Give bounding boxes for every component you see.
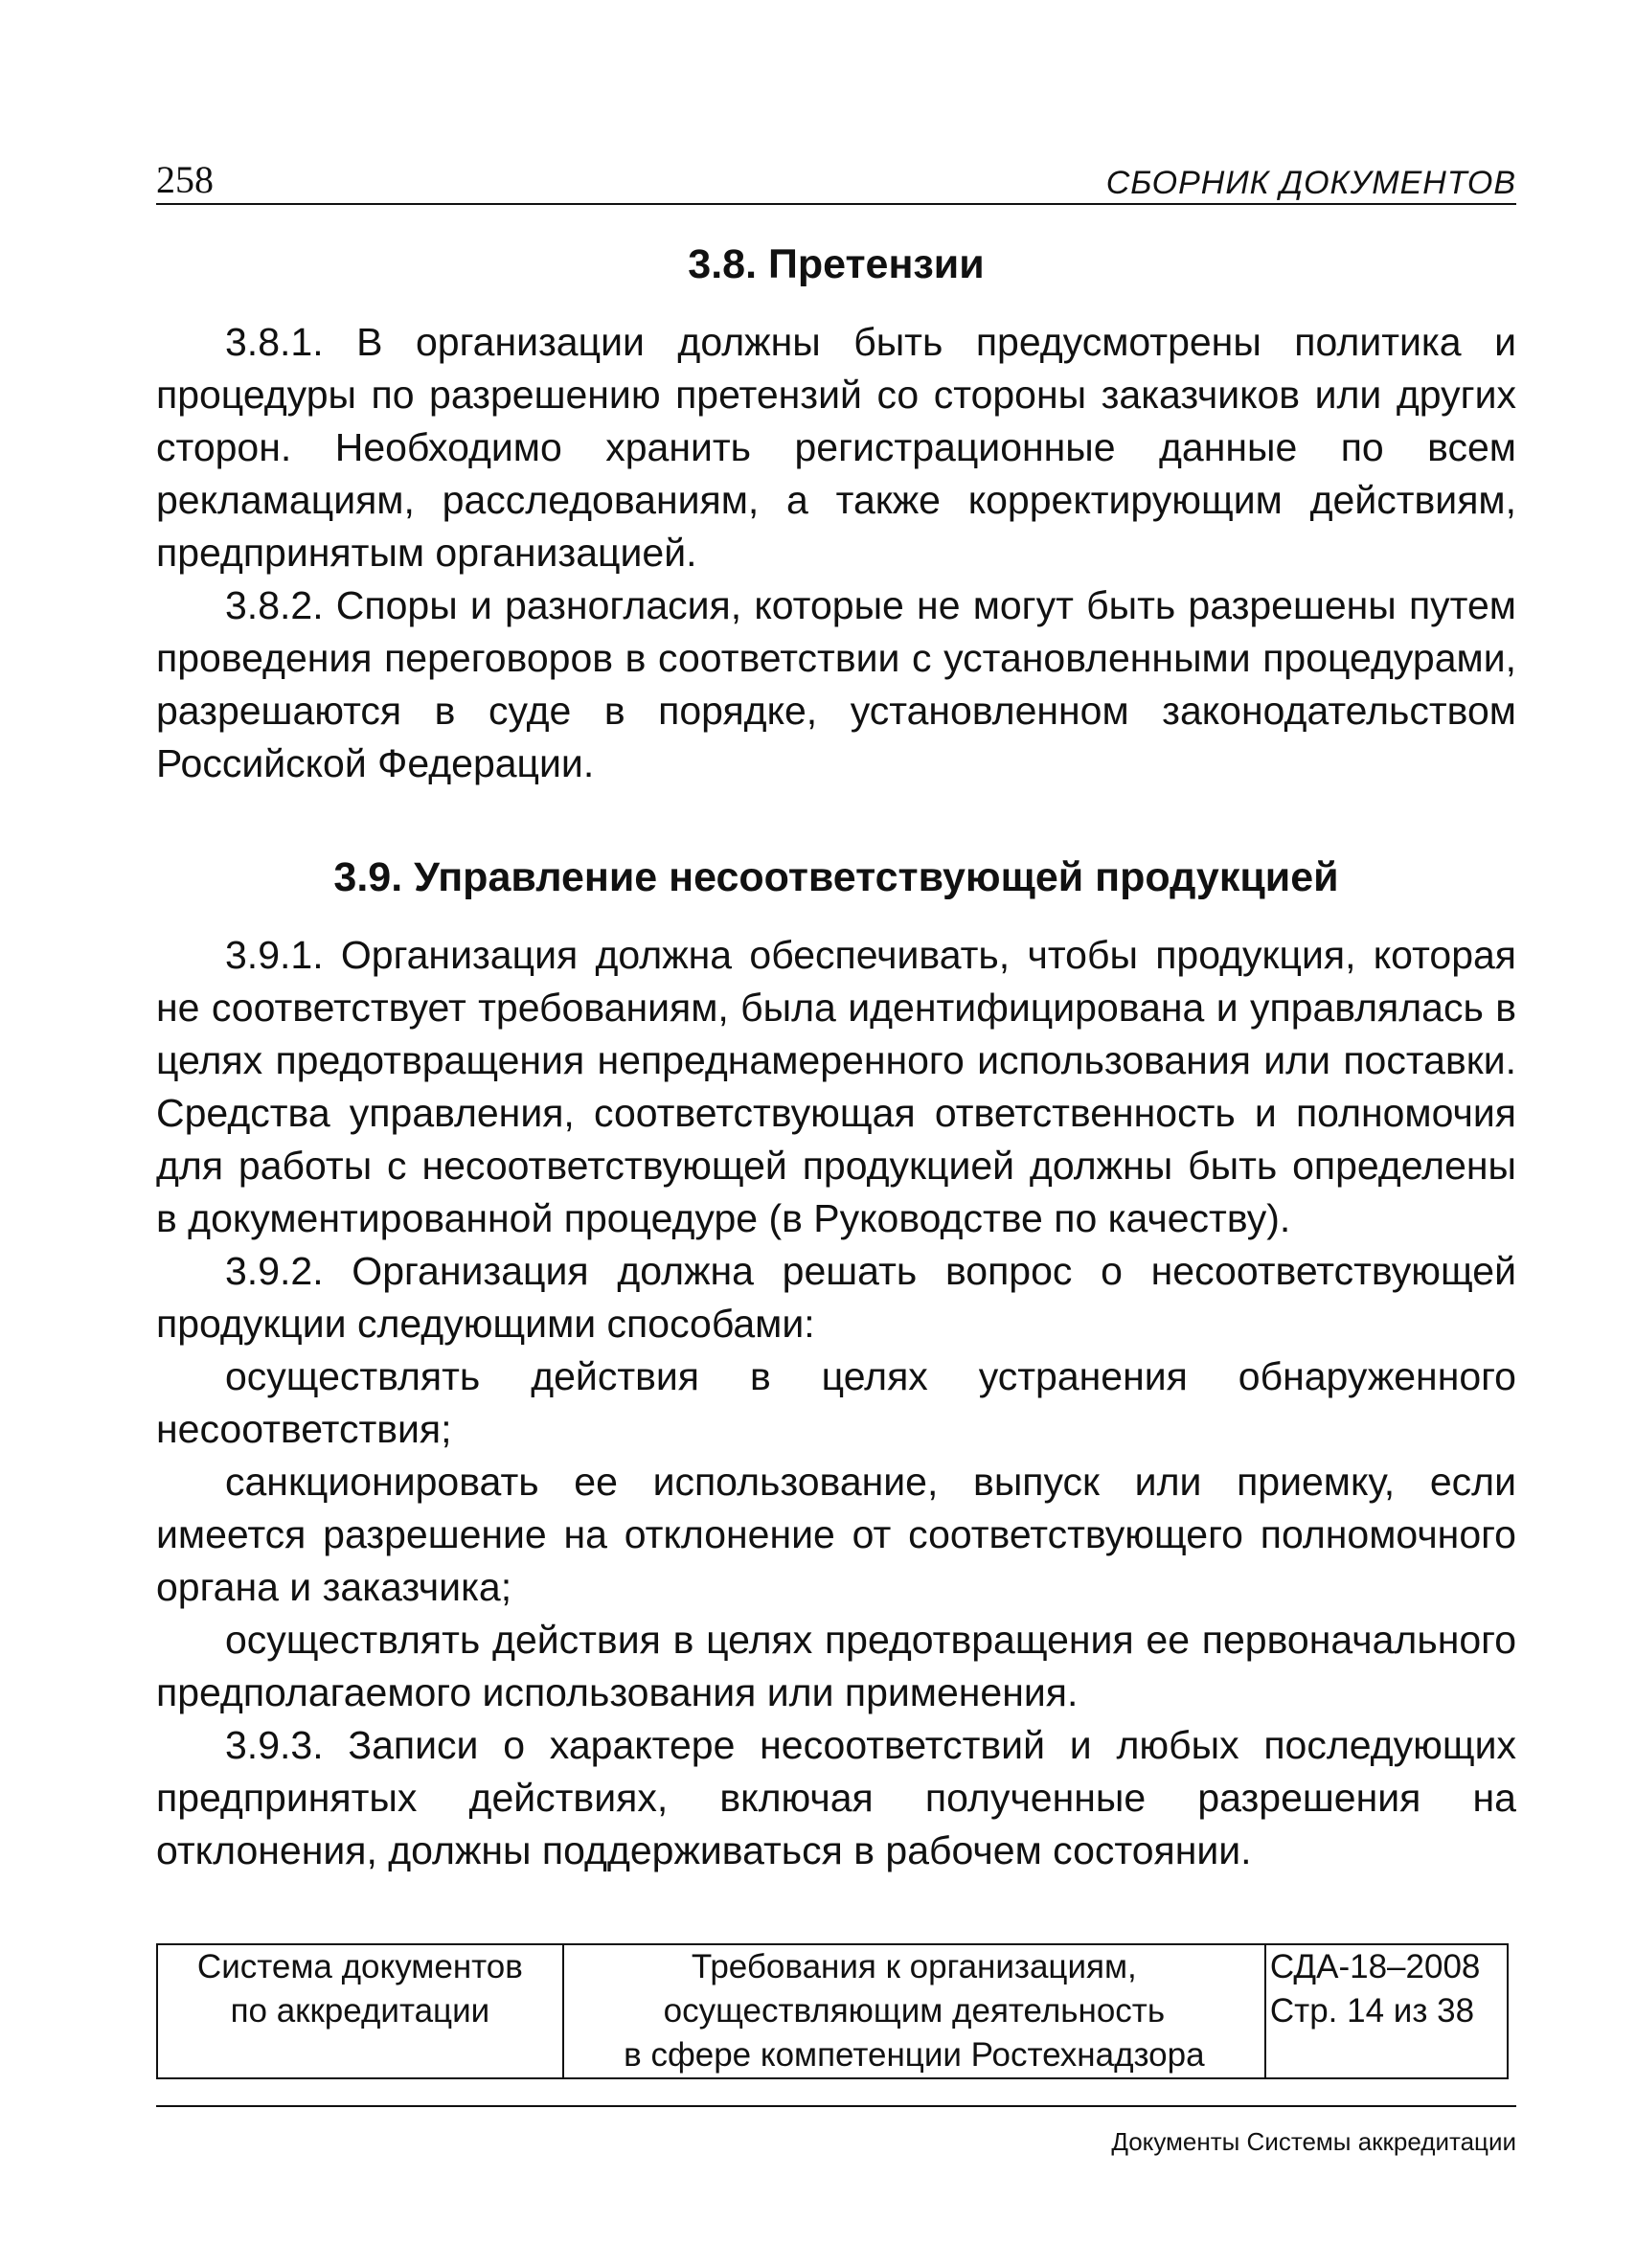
page-reference: Стр. 14 из 38 <box>1269 1992 1475 2030</box>
paragraph-3-8-2: 3.8.2. Споры и разногласия, которые не могут быть разрешены путем проведения переговоров в соответствии с установленными процедурами, разрешаются в суде в порядке, установленном законодательством Российской Федерации. <box>156 583 1516 785</box>
list-item-eliminate: осуществлять действия в целях устранения обнаруженного несоответствия; <box>156 1354 1516 1451</box>
table-row <box>157 1944 1508 2078</box>
footer-rule <box>156 2105 1516 2107</box>
system-cell <box>157 1944 563 2078</box>
running-header <box>156 159 1516 205</box>
section-body-3-9 <box>156 929 1516 1877</box>
document-code: СДА-18–2008 <box>1269 1948 1481 1985</box>
title-line: в сфере компетенции Ростехнадзора <box>624 2036 1205 2074</box>
section-body-3-8 <box>156 316 1516 790</box>
paragraph-3-9-3: 3.9.3. Записи о характере несоответствий и любых последующих предпринятых действиях, включая полученные разрешения на отклонения, должны поддерживаться в рабочем состоянии. <box>156 1723 1516 1872</box>
section-heading-3-9: 3.9. Управление несоответствующей продукцией <box>333 854 1339 900</box>
title-cell <box>563 1944 1265 2078</box>
list-item-prevent: осуществлять действия в целях предотвращения ее первоначального предполагаемого использования или применения. <box>156 1618 1516 1714</box>
title-line: осуществляющим деятельность <box>663 1992 1166 2030</box>
page-number: 258 <box>156 158 214 201</box>
title-line: Требования к организациям, <box>691 1948 1137 1985</box>
list-item-authorize: санкционировать ее использование, выпуск или приемку, если имеется разрешение на отклонение от соответствующего полномочного органа и заказчика; <box>156 1460 1516 1609</box>
paragraph-3-8-1: 3.8.1. В организации должны быть предусмотрены политика и процедуры по разрешению претензий со стороны заказчиков или других сторон. Необходимо хранить регистрационные данные по всем рекламациям, расследованиям, а также корректирующим действиям, предпринятым организацией. <box>156 320 1516 575</box>
code-cell <box>1265 1944 1508 2078</box>
book-title: СБОРНИК ДОКУМЕНТОВ <box>1105 165 1516 201</box>
paragraph-3-9-1: 3.9.1. Организация должна обеспечивать, чтобы продукция, которая не соответствует требованиям, была идентифицирована и управлялась в целях предотвращения непреднамеренного использования или поставки. Средства управления, соответствующая ответственность и полномочия для работы с несоответствующей продукцией должны быть определены в документированной процедуре (в Руководстве по качеству). <box>156 933 1516 1240</box>
footer-text: Документы Системы аккредитации <box>1111 2127 1516 2156</box>
document-info-table <box>156 1943 1509 2079</box>
section-heading-3-8: 3.8. Претензии <box>688 241 985 287</box>
paragraph-3-9-2: 3.9.2. Организация должна решать вопрос о несоответствующей продукции следующими способами: <box>156 1249 1516 1346</box>
system-line: по аккредитации <box>230 1992 490 2030</box>
system-line: Система документов <box>196 1948 523 1985</box>
